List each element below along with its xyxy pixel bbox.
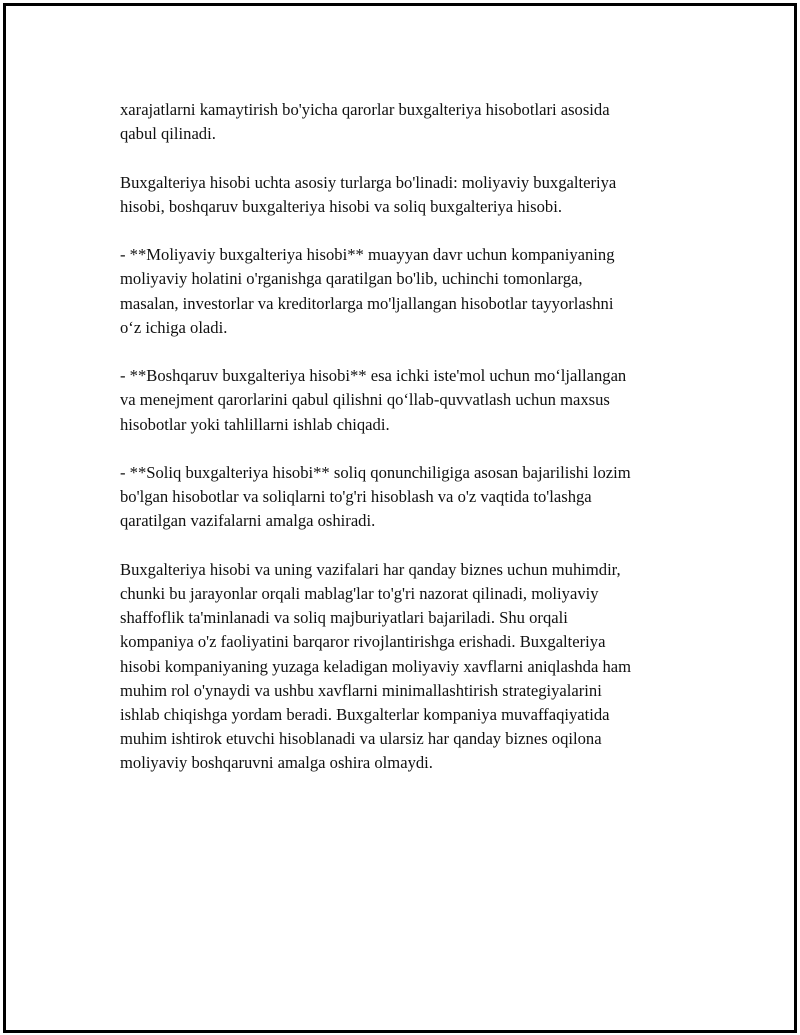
text-line: shaffoflik ta'minlanadi va soliq majburiyatlari bajariladi. Shu orqali bbox=[120, 608, 568, 628]
text-line: o‘z ichiga oladi. bbox=[120, 317, 228, 337]
text-line: masalan, investorlar va kreditorlarga mo'ljallangan hisobotlar tayyorlashni bbox=[120, 293, 614, 313]
text-line: xarajatlarni kamaytirish bo'yicha qarorlar buxgalteriya hisobotlari asosida bbox=[120, 100, 610, 119]
text-line: kompaniya o'z faoliyatini barqaror rivojlantirishga erishadi. Buxgalteriya bbox=[120, 632, 606, 652]
paragraph-4 bbox=[120, 364, 700, 437]
text-line: - **Moliyaviy buxgalteriya hisobi** muayyan davr uchun kompaniyaning bbox=[120, 245, 615, 265]
text-line: qabul qilinadi. bbox=[120, 124, 216, 144]
text-line: ishlab chiqishga yordam beradi. Buxgalterlar kompaniya muvaffaqiyatida bbox=[120, 705, 610, 724]
paragraph-6 bbox=[120, 558, 700, 776]
paragraph-2 bbox=[120, 171, 700, 219]
text-line: qaratilgan vazifalarni amalga oshiradi. bbox=[120, 511, 376, 531]
text-line: va menejment qarorlarini qabul qilishni qo‘llab-quvvatlash uchun maxsus bbox=[120, 390, 610, 410]
text-line: muhim ishtirok etuvchi hisoblanadi va ularsiz har qanday biznes oqilona bbox=[120, 729, 602, 749]
text-line: - **Soliq buxgalteriya hisobi** soliq qonunchiligiga asosan bajarilishi lozim bbox=[120, 462, 631, 482]
text-line: Buxgalteriya hisobi uchta asosiy turlarga bo'linadi: moliyaviy buxgalteriya bbox=[120, 172, 617, 192]
text-line: muhim rol o'ynaydi va ushbu xavflarni minimallashtirish strategiyalarini bbox=[120, 680, 602, 700]
text-line: hisobi kompaniyaning yuzaga keladigan moliyaviy xavflarni aniqlashda ham bbox=[120, 656, 632, 676]
text-line: hisobotlar yoki tahlillarni ishlab chiqadi. bbox=[120, 414, 390, 434]
text-line: moliyaviy boshqaruvni amalga oshira olmaydi. bbox=[120, 753, 433, 773]
text-line: - **Boshqaruv buxgalteriya hisobi** esa ichki iste'mol uchun mo‘ljallangan bbox=[120, 366, 627, 386]
text-line: moliyaviy holatini o'rganishga qaratilgan bo'lib, uchinchi tomonlarga, bbox=[120, 269, 583, 289]
text-line: bo'lgan hisobotlar va soliqlarni to'g'ri hisoblash va o'z vaqtida to'lashga bbox=[120, 487, 592, 507]
text-line: chunki bu jarayonlar orqali mablag'lar to'g'ri nazorat qilinadi, moliyaviy bbox=[120, 583, 599, 603]
paragraph-5 bbox=[120, 461, 700, 534]
paragraph-1 bbox=[120, 98, 700, 146]
text-line: Buxgalteriya hisobi va uning vazifalari har qanday biznes uchun muhimdir, bbox=[120, 559, 621, 579]
paragraph-3 bbox=[120, 243, 700, 340]
text-line: hisobi, boshqaruv buxgalteriya hisobi va soliq buxgalteriya hisobi. bbox=[120, 196, 562, 216]
document-page bbox=[3, 3, 797, 1033]
document-body bbox=[120, 98, 700, 800]
